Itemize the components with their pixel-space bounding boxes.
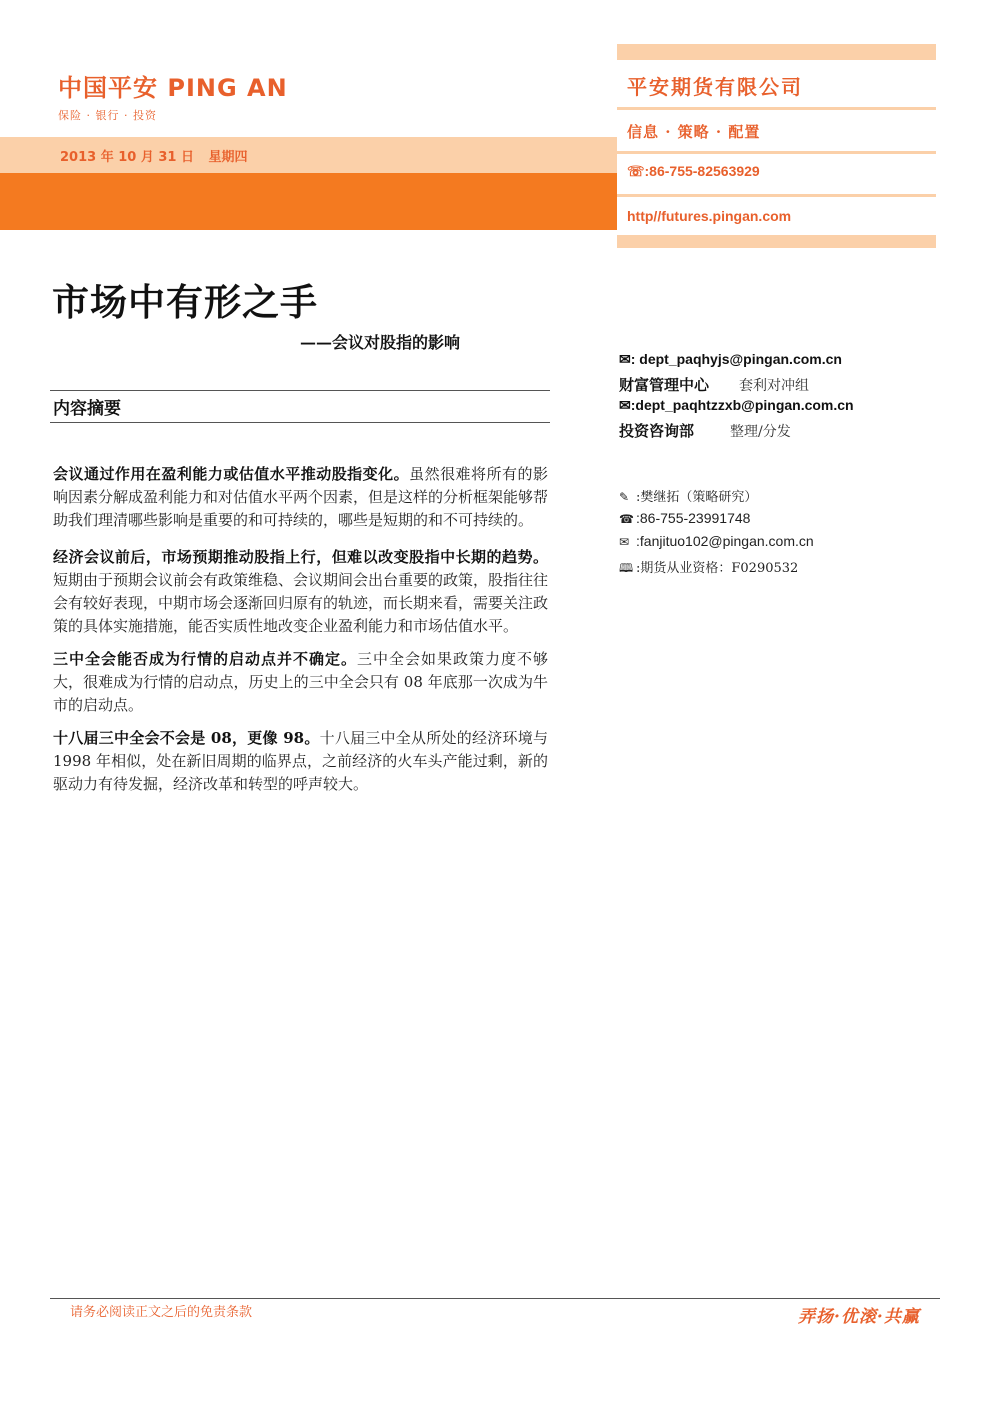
- paragraph-lead: 会议通过作用在盈利能力或估值水平推动股指变化。: [53, 465, 410, 483]
- dept-role: 整理/分发: [730, 424, 791, 440]
- company-url[interactable]: http//futures.pingan.com: [627, 208, 792, 224]
- footer-motto: 弄扬·优滚·共赢: [798, 1307, 920, 1327]
- date-text: 2013 年 10 月 31 日: [60, 150, 194, 165]
- footer-rule: [50, 1298, 940, 1299]
- report-subtitle: ——会议对股指的影响: [300, 333, 461, 352]
- dept-name: 投资咨询部: [619, 422, 695, 440]
- panel-stripe: [617, 44, 936, 60]
- company-phone: ☏:86-755-82563929: [627, 163, 760, 179]
- summary-paragraph: [53, 648, 548, 717]
- panel-stripe: [617, 194, 936, 197]
- company-panel: [617, 44, 936, 248]
- analyst-info: [619, 486, 814, 580]
- pen-icon: ✎: [619, 490, 630, 504]
- summary-paragraph: [53, 463, 548, 532]
- analyst-name: :樊继拓（策略研究）: [636, 490, 758, 505]
- phone-icon: ☎: [619, 511, 634, 526]
- weekday-text: 星期四: [208, 150, 248, 165]
- panel-stripe: [617, 235, 936, 248]
- dept-role: 套利对冲组: [739, 378, 810, 394]
- panel-stripe: [617, 151, 936, 154]
- dept-name: 财富管理中心: [619, 376, 710, 394]
- pingan-logo: [58, 68, 288, 123]
- paragraph-text: 十八届三中全从所处的经济环境与 1998 年相似，处在新旧周期的临界点，之前经济的火车头产能过剩，新的驱动力有待发掘，经济改革和转型的呼声较大。: [53, 729, 548, 793]
- paragraph-lead: 三中全会能否成为行情的启动点并不确定。: [53, 650, 357, 668]
- panel-stripe: [617, 107, 936, 110]
- company-slogan: 信息 · 策略 · 配置: [627, 123, 761, 141]
- paragraph-text: 短期由于预期会议前会有政策维稳、会议期间会出台重要的政策，股指往往会有较好表现，中期市场会逐渐回归原有的轨迹，而长期来看，需要关注政策的具体实施措施，能否实质性地改变企业盈利能力和市场估值水平。: [53, 571, 549, 635]
- summary-paragraph: [53, 546, 548, 638]
- dept-wealth-management: [619, 374, 939, 397]
- report-title: 市场中有形之手: [52, 280, 318, 324]
- analyst-email-line: [619, 533, 814, 557]
- dept-email-2[interactable]: ✉:dept_paqhtzzxb@pingan.com.cn: [619, 397, 854, 413]
- analyst-phone: :86-755-23991748: [636, 509, 751, 526]
- summary-rule-top: [50, 390, 550, 391]
- analyst-name-line: [619, 486, 814, 510]
- envelope-icon: ✉: [619, 535, 630, 549]
- summary-rule-bottom: [50, 422, 550, 423]
- paragraph-text: 三中全会如果政策力度不够大，很难成为行情的启动点，历史上的三中全会只有 08 年底那一次成为牛市的启动点。: [53, 650, 548, 714]
- footer-disclaimer: 请务必阅读正文之后的免责条款: [70, 1305, 253, 1320]
- analyst-phone-line: [619, 510, 814, 534]
- report-date: [60, 146, 258, 165]
- logo-english: PING AN: [167, 74, 288, 102]
- paragraph-lead: 经济会议前后，市场预期推动股指上行，但难以改变股指中长期的趋势。: [53, 548, 548, 566]
- paragraph-lead: 十八届三中全会不会是 08，更像 98。: [53, 729, 320, 747]
- analyst-email[interactable]: :fanjituo102@pingan.com.cn: [636, 533, 814, 549]
- analyst-license: :期货从业资格：F0290532: [636, 560, 799, 576]
- paragraph-text: 虽然很难将所有的影响因素分解成盈利能力和对估值水平两个因素，但是这样的分析框架能够帮助我们理清哪些影响是重要的和可持续的，哪些是短期的和不可持续的。: [53, 465, 549, 529]
- summary-paragraph: [53, 727, 548, 796]
- dept-email-1[interactable]: ✉: dept_paqhyjs@pingan.com.cn: [619, 351, 842, 367]
- book-icon: 🕮: [619, 560, 634, 575]
- analyst-license-line: [619, 557, 814, 581]
- summary-heading: 内容摘要: [53, 399, 121, 419]
- department-contacts: [619, 351, 939, 443]
- header-band-dark: [0, 173, 617, 230]
- logo-chinese: 中国平安: [58, 74, 158, 102]
- company-name: 平安期货有限公司: [627, 75, 803, 99]
- summary-body: [53, 463, 548, 806]
- dept-investment-consulting: [619, 420, 939, 443]
- logo-tagline: 保险 · 银行 · 投资: [58, 109, 157, 122]
